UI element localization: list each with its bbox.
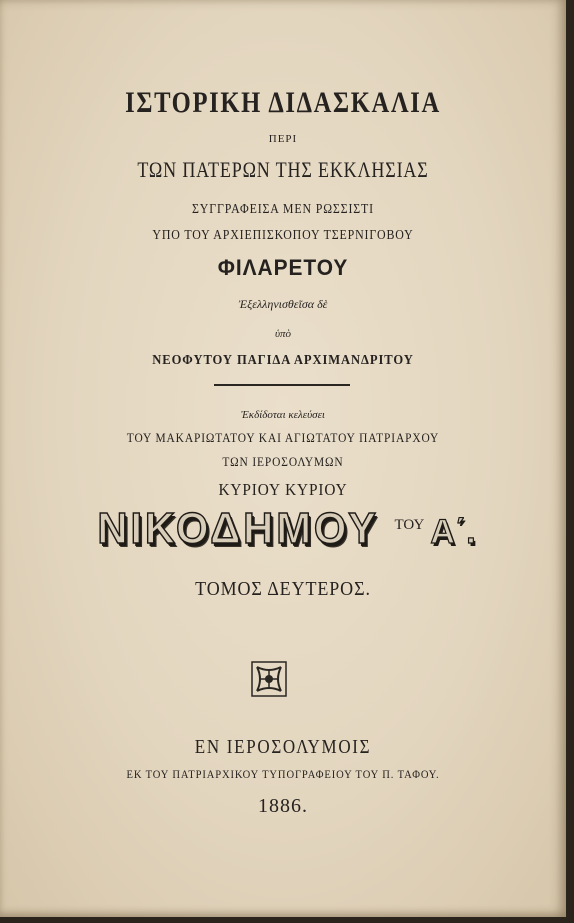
hypo-line: ὑπὸ xyxy=(274,328,292,340)
translator-name: ΝΕΟΦΥΤΟΥ ΠΑΓΙΔΑ ΑΡΧΙΜΑΝΔΡΙΤΟΥ xyxy=(152,353,414,368)
volume-line: ΤΟΜΟΣ ΔΕΥΤΕΡΟΣ. xyxy=(195,578,371,600)
hellenized-line: Ἐξελληνισθεῖσα δὲ xyxy=(238,297,328,311)
place-line: ΕΝ ΙΕΡΟΣΟΛΥΜΟΙΣ xyxy=(194,736,372,758)
subject-line: ΤΩΝ ΠΑΤΕΡΩΝ ΤΗΣ ΕΚΚΛΗΣΙΑΣ xyxy=(137,157,429,182)
written-line: ΣΥΓΓΡΑΦΕΙΣΑ ΜΕΝ ΡΩΣΣΙΣΤΙ xyxy=(192,202,374,217)
regnal-numeral: Α΄. xyxy=(430,513,476,551)
divider-rule xyxy=(214,384,350,386)
kyrios-line: ΚΥΡΙΟΥ ΚΥΡΙΟΥ xyxy=(218,480,348,499)
patriarch-line: ΤΟΥ ΜΑΚΑΡΙΩΤΑΤΟΥ ΚΑΙ ΑΓΙΩΤΑΤΟΥ ΠΑΤΡΙΑΡΧΟΥ xyxy=(126,430,440,445)
published-by-line: Ἐκδίδοται κελεύσει xyxy=(241,409,325,421)
patriarch-name: ΝΙΚΟΔΗΜΟΥ xyxy=(97,504,380,553)
press-line: ΕΚ ΤΟΥ ΠΑΤΡΙΑΡΧΙΚΟΥ ΤΥΠΟΓΡΑΦΕΙΟΥ ΤΟΥ Π. ΤΑΦΟΥ. xyxy=(126,767,440,781)
peri-text: ΠΕΡΙ xyxy=(268,133,298,145)
see-line: ΤΩΝ ΙΕΡΟΣΟΛΥΜΩΝ xyxy=(222,454,344,469)
archbishop-line: ΥΠΟ ΤΟΥ ΑΡΧΙΕΠΙΣΚΟΠΟΥ ΤΣΕΡΝΙΓΟΒΟΥ xyxy=(152,228,414,243)
year-line: 1886. xyxy=(258,795,308,817)
ornament-icon xyxy=(251,661,287,697)
tou-text: ΤΟΥ xyxy=(394,517,425,533)
author-name: ΦΙΛΑΡΕΤΟΥ xyxy=(217,255,349,280)
main-title: ΙΣΤΟΡΙΚΗ ΔΙΔΑΣΚΑΛΙΑ xyxy=(125,86,441,119)
patriarch-name-row xyxy=(0,504,566,564)
